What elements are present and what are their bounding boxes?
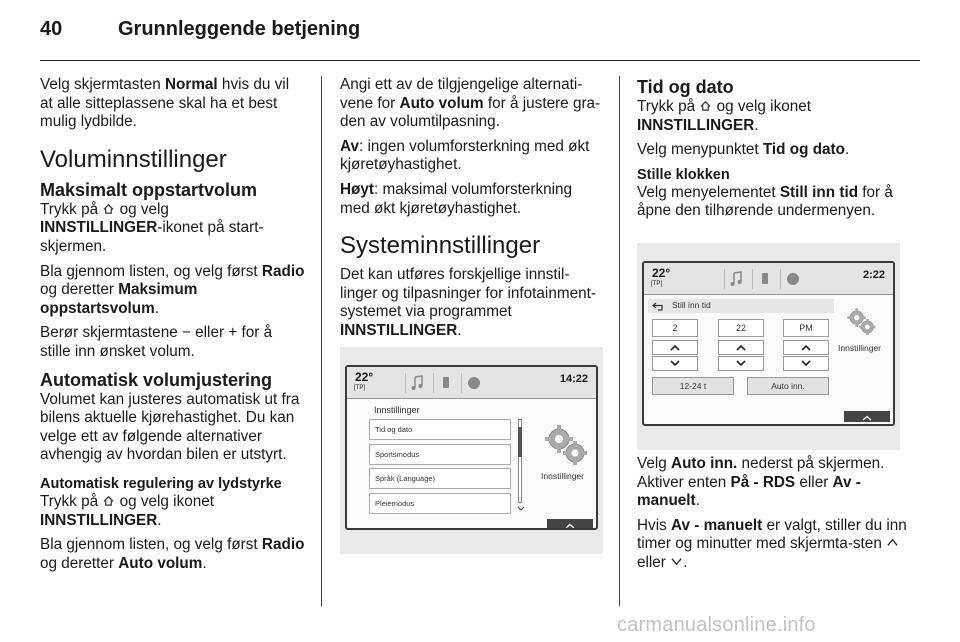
collapse-button[interactable] [844, 411, 890, 422]
screen-title: Still inn tid [672, 300, 711, 310]
home-icon [102, 202, 115, 215]
section-heading: Voluminnstillinger [40, 145, 227, 173]
minute-up-button[interactable] [718, 340, 764, 355]
phone-icon[interactable] [433, 373, 457, 393]
page-number: 40 [40, 18, 63, 40]
info-icon[interactable] [461, 373, 485, 393]
back-icon[interactable] [652, 302, 664, 311]
minor-heading: Stille klokken [637, 166, 730, 183]
hour-up-button[interactable] [652, 340, 698, 355]
hour-field[interactable]: 2 [652, 319, 698, 337]
paragraph: Høyt: maksimal volumforsterkning med økt kjøretøyhastighet. [340, 180, 573, 217]
gear-label: Innstillinger [838, 343, 881, 353]
ampm-up-button[interactable] [783, 340, 829, 355]
menu-item-tid-og-dato[interactable]: Tid og dato [369, 419, 511, 440]
header-rule [40, 60, 920, 61]
minute-down-button[interactable] [718, 356, 764, 371]
paragraph: Aktiver enten På - RDS eller Av - manuelt. [637, 473, 861, 510]
paragraph: INNSTILLINGER. [637, 116, 759, 134]
format-12-24-button[interactable]: 12-24 t [652, 377, 734, 395]
column-divider [321, 76, 322, 606]
page-title: Grunnleggende betjening [118, 18, 361, 40]
section-heading: Systeminnstillinger [340, 232, 541, 260]
column-divider [619, 76, 620, 606]
info-icon[interactable] [780, 269, 804, 289]
gear-label: Innstillinger [541, 471, 584, 481]
menu-item-pleiemodus[interactable]: Pleiemodus [369, 493, 511, 514]
watermark: carmanualsonline.info [617, 614, 816, 636]
chevron-down-icon [670, 555, 683, 568]
minus-symbol: − [181, 324, 191, 342]
plus-symbol: + [228, 324, 238, 342]
column-2 [340, 76, 606, 347]
settings-screen-figure [340, 347, 603, 554]
page-header [40, 18, 360, 48]
subsection-heading: Automatisk volumjustering [40, 369, 273, 390]
status-bar [644, 263, 893, 295]
paragraph: Velg Auto inn. nederst på skjermen. [637, 454, 885, 472]
tp-indicator: [TP] [651, 281, 663, 287]
paragraph: INNSTILLINGER-ikonet på start-skjermen. [40, 219, 264, 255]
phone-icon[interactable] [752, 269, 776, 289]
home-icon [699, 99, 712, 112]
subsection-heading: Maksimalt oppstartvolum [40, 179, 258, 200]
paragraph: Velg skjermtasten Normal hvis du vil at alle sitteplassene skal ha et best mulig lydbilde. [40, 76, 290, 131]
menu-item-sportsmodus[interactable]: Sportsmodus [369, 444, 511, 465]
column-1 [40, 76, 306, 579]
paragraph: Trykk på og velg ikonet [40, 492, 214, 510]
music-icon[interactable] [405, 373, 429, 393]
title-bar [648, 299, 834, 313]
home-icon [102, 494, 115, 507]
clock: 14:22 [559, 373, 588, 385]
paragraph: Velg menyelementet Still inn tid for å åpne den tilhørende undermenyen. [637, 183, 893, 220]
paragraph: Hvis Av - manuelt er valgt, stiller du inn timer og minutter med skjermta-sten eller . [637, 516, 907, 571]
status-bar [347, 367, 596, 399]
temperature: 22° [652, 266, 671, 280]
paragraph: Trykk på og velg [40, 200, 169, 218]
scroll-down-icon[interactable] [517, 506, 525, 512]
scroll-thumb[interactable] [518, 427, 522, 457]
minute-field[interactable]: 22 [718, 319, 764, 337]
paragraph: Volumet kan justeres automatisk ut fra bilens aktuelle kjørehastighet. Du kan velge ett av følgende alternativer avhengig av hvordan bilen er utstyrt. [40, 390, 300, 464]
chevron-up-icon [886, 536, 899, 549]
hour-down-button[interactable] [652, 356, 698, 371]
paragraph: Angi ett av de tilgjengelige alternati-vene for Auto volum for å justere gra-den av volumtilpasning. [340, 76, 601, 131]
paragraph: Velg menypunktet Tid og dato. [637, 141, 850, 159]
screen-title: Innstillinger [374, 405, 420, 415]
clock: 2:22 [862, 269, 885, 281]
tp-indicator: [TP] [354, 385, 366, 391]
infotainment-screen [642, 261, 895, 426]
ampm-down-button[interactable] [783, 356, 829, 371]
paragraph: Trykk på og velg ikonet [637, 98, 811, 115]
set-time-screen-figure [637, 243, 900, 450]
gears-icon [837, 303, 887, 343]
paragraph: Bla gjennom listen, og velg først Radio og deretter Auto volum. [40, 536, 305, 572]
minor-heading: Automatisk regulering av lydstyrke [40, 475, 282, 492]
paragraph: Av: ingen volumforsterkning med økt kjøretøyhastighet. [340, 137, 590, 174]
auto-set-button[interactable]: Auto inn. [747, 377, 829, 395]
menu-item-sprak[interactable]: Språk (Language) [369, 468, 511, 489]
section-heading: Tid og dato [637, 77, 734, 97]
temperature: 22° [355, 370, 374, 384]
paragraph: Det kan utføres forskjellige innstil-linger og tilpasninger for infotainment-systemet via programmet INNSTILLINGER. [340, 266, 596, 339]
paragraph: INNSTILLINGER. [40, 511, 162, 529]
collapse-button[interactable] [547, 519, 593, 530]
music-icon[interactable] [724, 269, 748, 289]
infotainment-screen [345, 365, 598, 530]
ampm-field[interactable]: PM [783, 319, 829, 337]
paragraph: Bla gjennom listen, og velg først Radio og deretter Maksimum oppstartsvolum. [40, 262, 305, 317]
paragraph: Berør skjermtastene − eller + for å stille inn ønsket volum. [40, 324, 273, 360]
